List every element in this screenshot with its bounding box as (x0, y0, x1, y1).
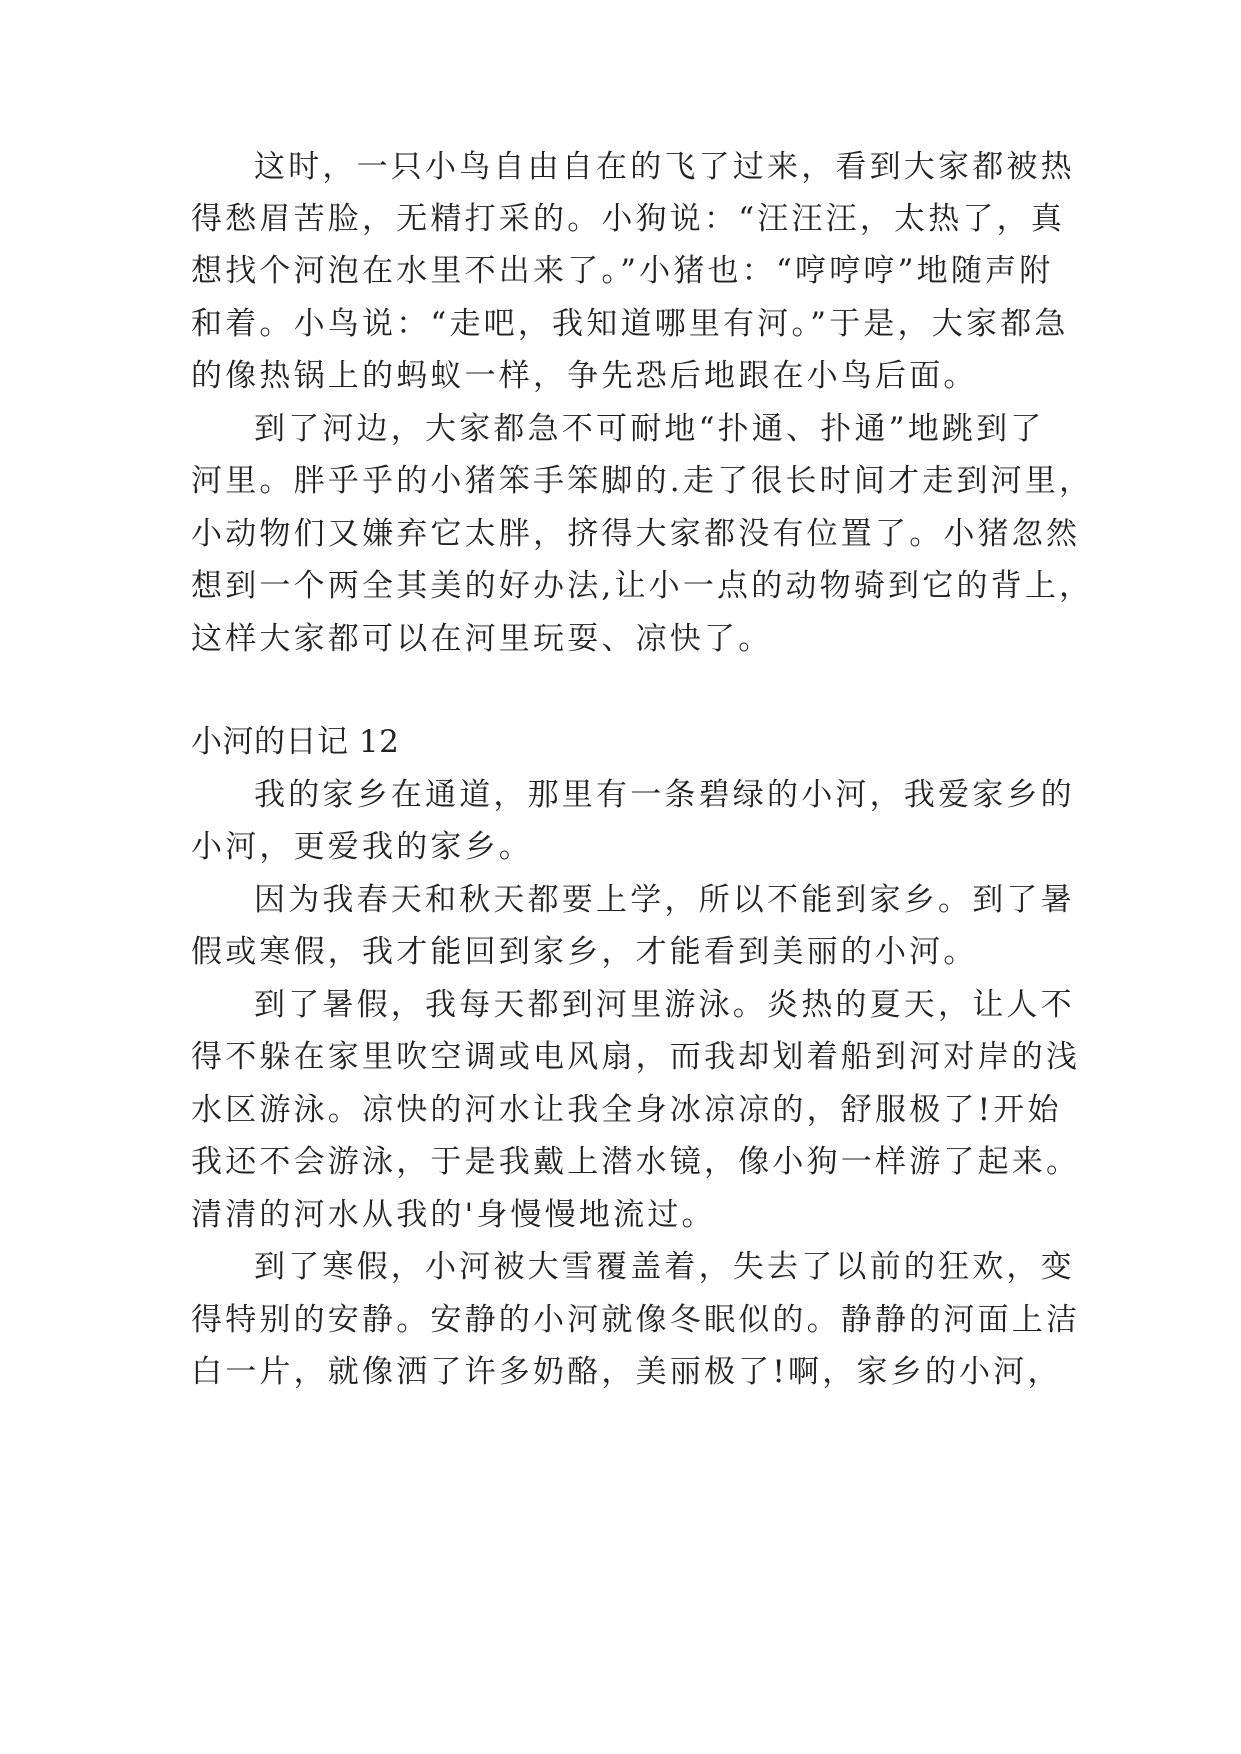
text-line: 白一片，就像洒了许多奶酪，美丽极了!啊，家乡的小河， (191, 1354, 1062, 1390)
text-line: 想找个河泡在水里不出来了。”小猪也：“哼哼哼”地随声附 (191, 253, 1054, 289)
text-line: 到了河边，大家都急不可耐地“扑通、扑通”地跳到了 (254, 411, 1045, 447)
text-line: 水区游泳。凉快的河水让我全身冰凉凉的，舒服极了!开始 (191, 1092, 1062, 1128)
text-line: 清清的河水从我的'身慢慢地流过。 (191, 1197, 716, 1233)
text-line: 河里。胖乎乎的小猪笨手笨脚的.走了很长时间才走到河里， (191, 463, 1094, 499)
text-line: 和着。小鸟说：“走吧，我知道哪里有河。”于是，大家都急 (191, 306, 1069, 342)
text-line: 到了寒假，小河被大雪覆盖着，失去了以前的狂欢，变 (254, 1249, 1075, 1285)
text-line: 小河，更爱我的家乡。 (191, 829, 533, 865)
section-heading: 小河的日记 12 (191, 724, 400, 760)
text-line: 这时，一只小鸟自由自在的飞了过来，看到大家都被热 (254, 149, 1075, 185)
text-line: 假或寒假，我才能回到家乡，才能看到美丽的小河。 (191, 934, 978, 970)
text-line: 的像热锅上的蚂蚁一样，争先恐后地跟在小鸟后面。 (191, 358, 978, 394)
text-line: 这样大家都可以在河里玩耍、凉快了。 (191, 621, 773, 657)
text-line: 得愁眉苦脸，无精打采的。小狗说：“汪汪汪，太热了，真 (191, 201, 1066, 237)
text-line: 得特别的安静。安静的小河就像冬眠似的。静静的河面上洁 (191, 1302, 1081, 1338)
text-line: 想到一个两全其美的好办法,让小一点的动物骑到它的背上， (191, 568, 1094, 604)
text-line: 到了暑假，我每天都到河里游泳。炎热的夏天，让人不 (254, 987, 1075, 1023)
text-line: 因为我春天和秋天都要上学，所以不能到家乡。到了暑 (254, 882, 1075, 918)
text-line: 我的家乡在通道，那里有一条碧绿的小河，我爱家乡的 (254, 777, 1075, 813)
text-line: 小动物们又嫌弃它太胖，挤得大家都没有位置了。小猪忽然 (191, 516, 1081, 552)
text-line: 得不躲在家里吹空调或电风扇，而我却划着船到河对岸的浅 (191, 1039, 1081, 1075)
text-line: 我还不会游泳，于是我戴上潜水镜，像小狗一样游了起来。 (191, 1144, 1081, 1180)
